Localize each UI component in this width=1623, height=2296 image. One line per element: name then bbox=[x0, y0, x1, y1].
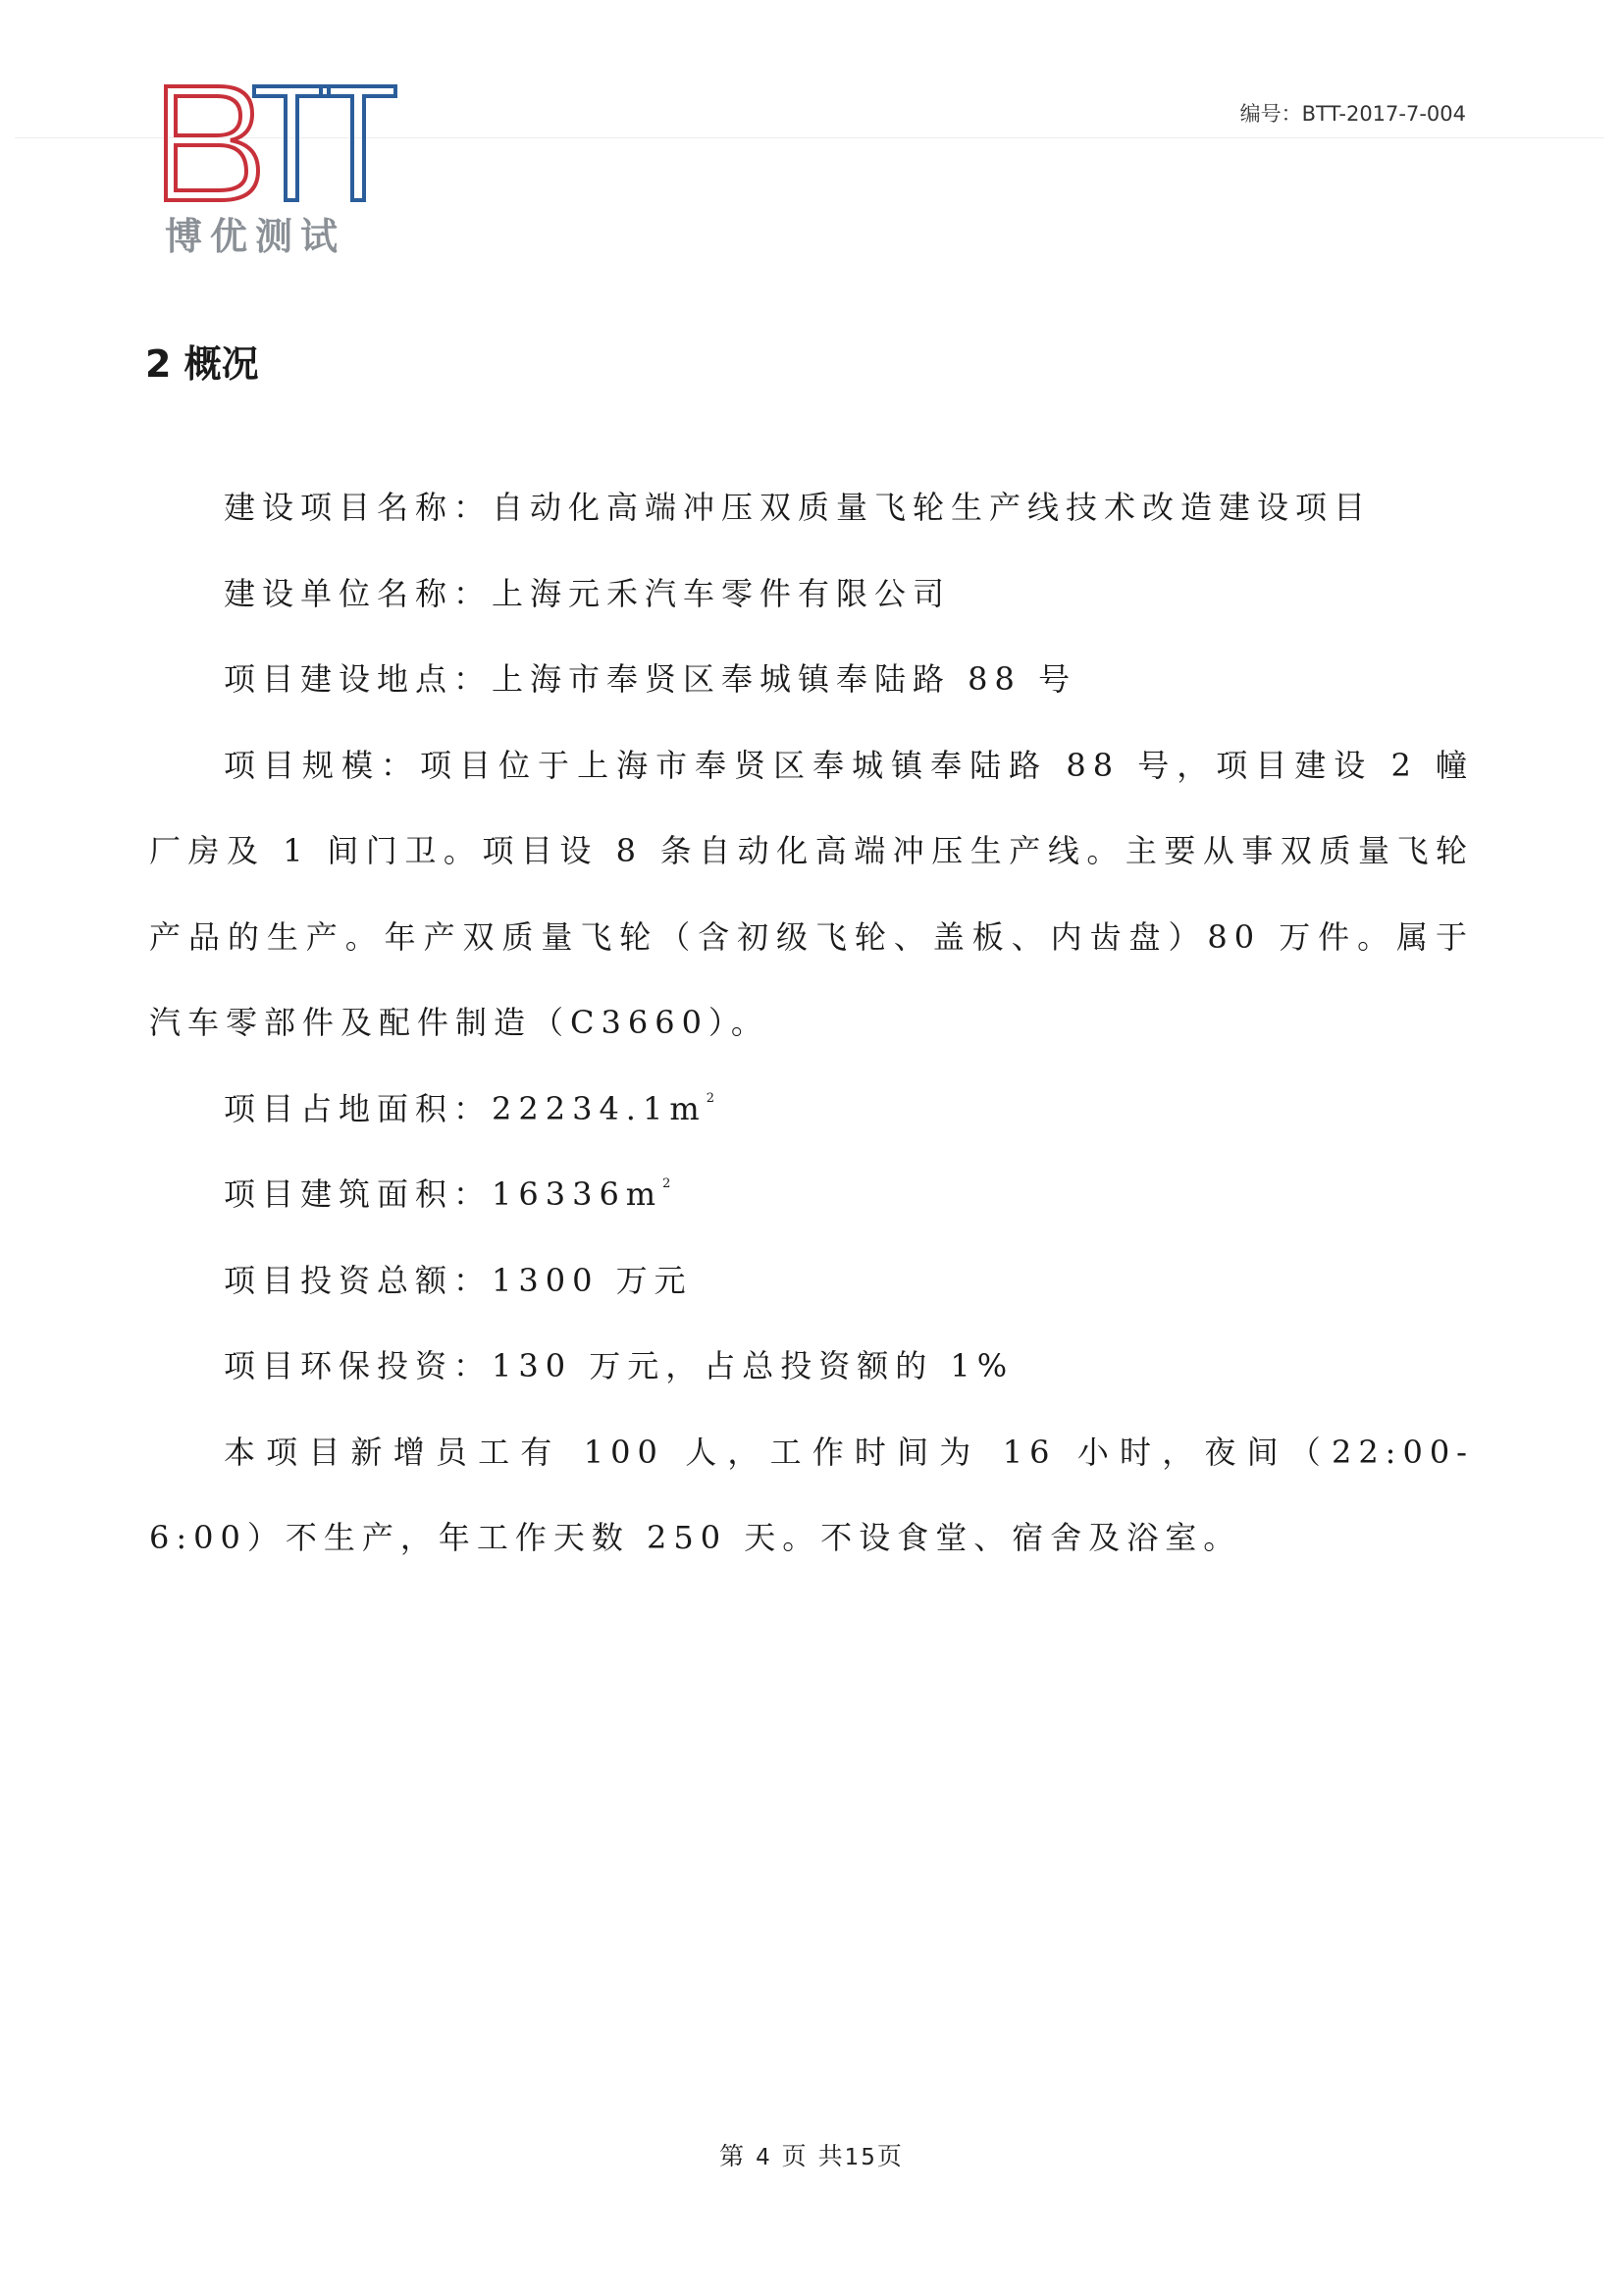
unit-name-line: 建设单位名称：上海元禾汽车零件有限公司 bbox=[224, 574, 952, 612]
staff-paragraph: 本项目新增员工有 100 人，工作时间为 16 小时，夜间（22:00-6:00）不生产，年工作天数 250 天。不设食堂、宿舍及浴室。 bbox=[149, 1433, 1474, 1556]
document-number: 编号：BTT-2017-7-004 bbox=[1239, 102, 1466, 126]
location-line: 项目建设地点：上海市奉贤区奉城镇奉陆路 88 号 bbox=[224, 660, 1077, 698]
footer-suffix: 页 bbox=[876, 2142, 904, 2170]
land-area-text: 项目占地面积：22234.1m bbox=[224, 1089, 707, 1127]
land-area-superscript: 2 bbox=[706, 1090, 721, 1106]
logo-caption: 博优测试 bbox=[165, 214, 346, 258]
section-title: 2 概况 bbox=[145, 342, 259, 386]
scale-paragraph: 项目规模：项目位于上海市奉贤区奉城镇奉陆路 88 号，项目建设 2 幢厂房及 1 间门卫。项目设 8 条自动化高端冲压生产线。主要从事双质量飞轮产品的生产。年产双质量飞轮（含初级飞轮、盖板、内齿盘）80 万件。属于汽车零部件及配件制造（C3660）。 bbox=[149, 746, 1474, 1041]
btt-logo-mark bbox=[162, 84, 397, 202]
building-area-text: 项目建筑面积：16336m bbox=[224, 1175, 663, 1213]
total-investment-line: 项目投资总额：1300 万元 bbox=[224, 1261, 693, 1299]
total-page-number: 15 bbox=[844, 2145, 877, 2170]
project-name-line: 建设项目名称：自动化高端冲压双质量飞轮生产线技术改造建设项目 bbox=[224, 489, 1373, 526]
overview-body bbox=[149, 465, 1474, 1582]
building-area-line bbox=[149, 1152, 1474, 1238]
page-footer bbox=[0, 2137, 1623, 2172]
footer-middle: 页 共 bbox=[781, 2142, 845, 2170]
current-page-number: 4 bbox=[756, 2145, 772, 2170]
building-area-superscript: 2 bbox=[662, 1176, 678, 1191]
land-area-line bbox=[149, 1067, 1474, 1153]
env-investment-line: 项目环保投资：130 万元，占总投资额的 1% bbox=[224, 1347, 1015, 1384]
footer-prefix: 第 bbox=[719, 2142, 747, 2170]
